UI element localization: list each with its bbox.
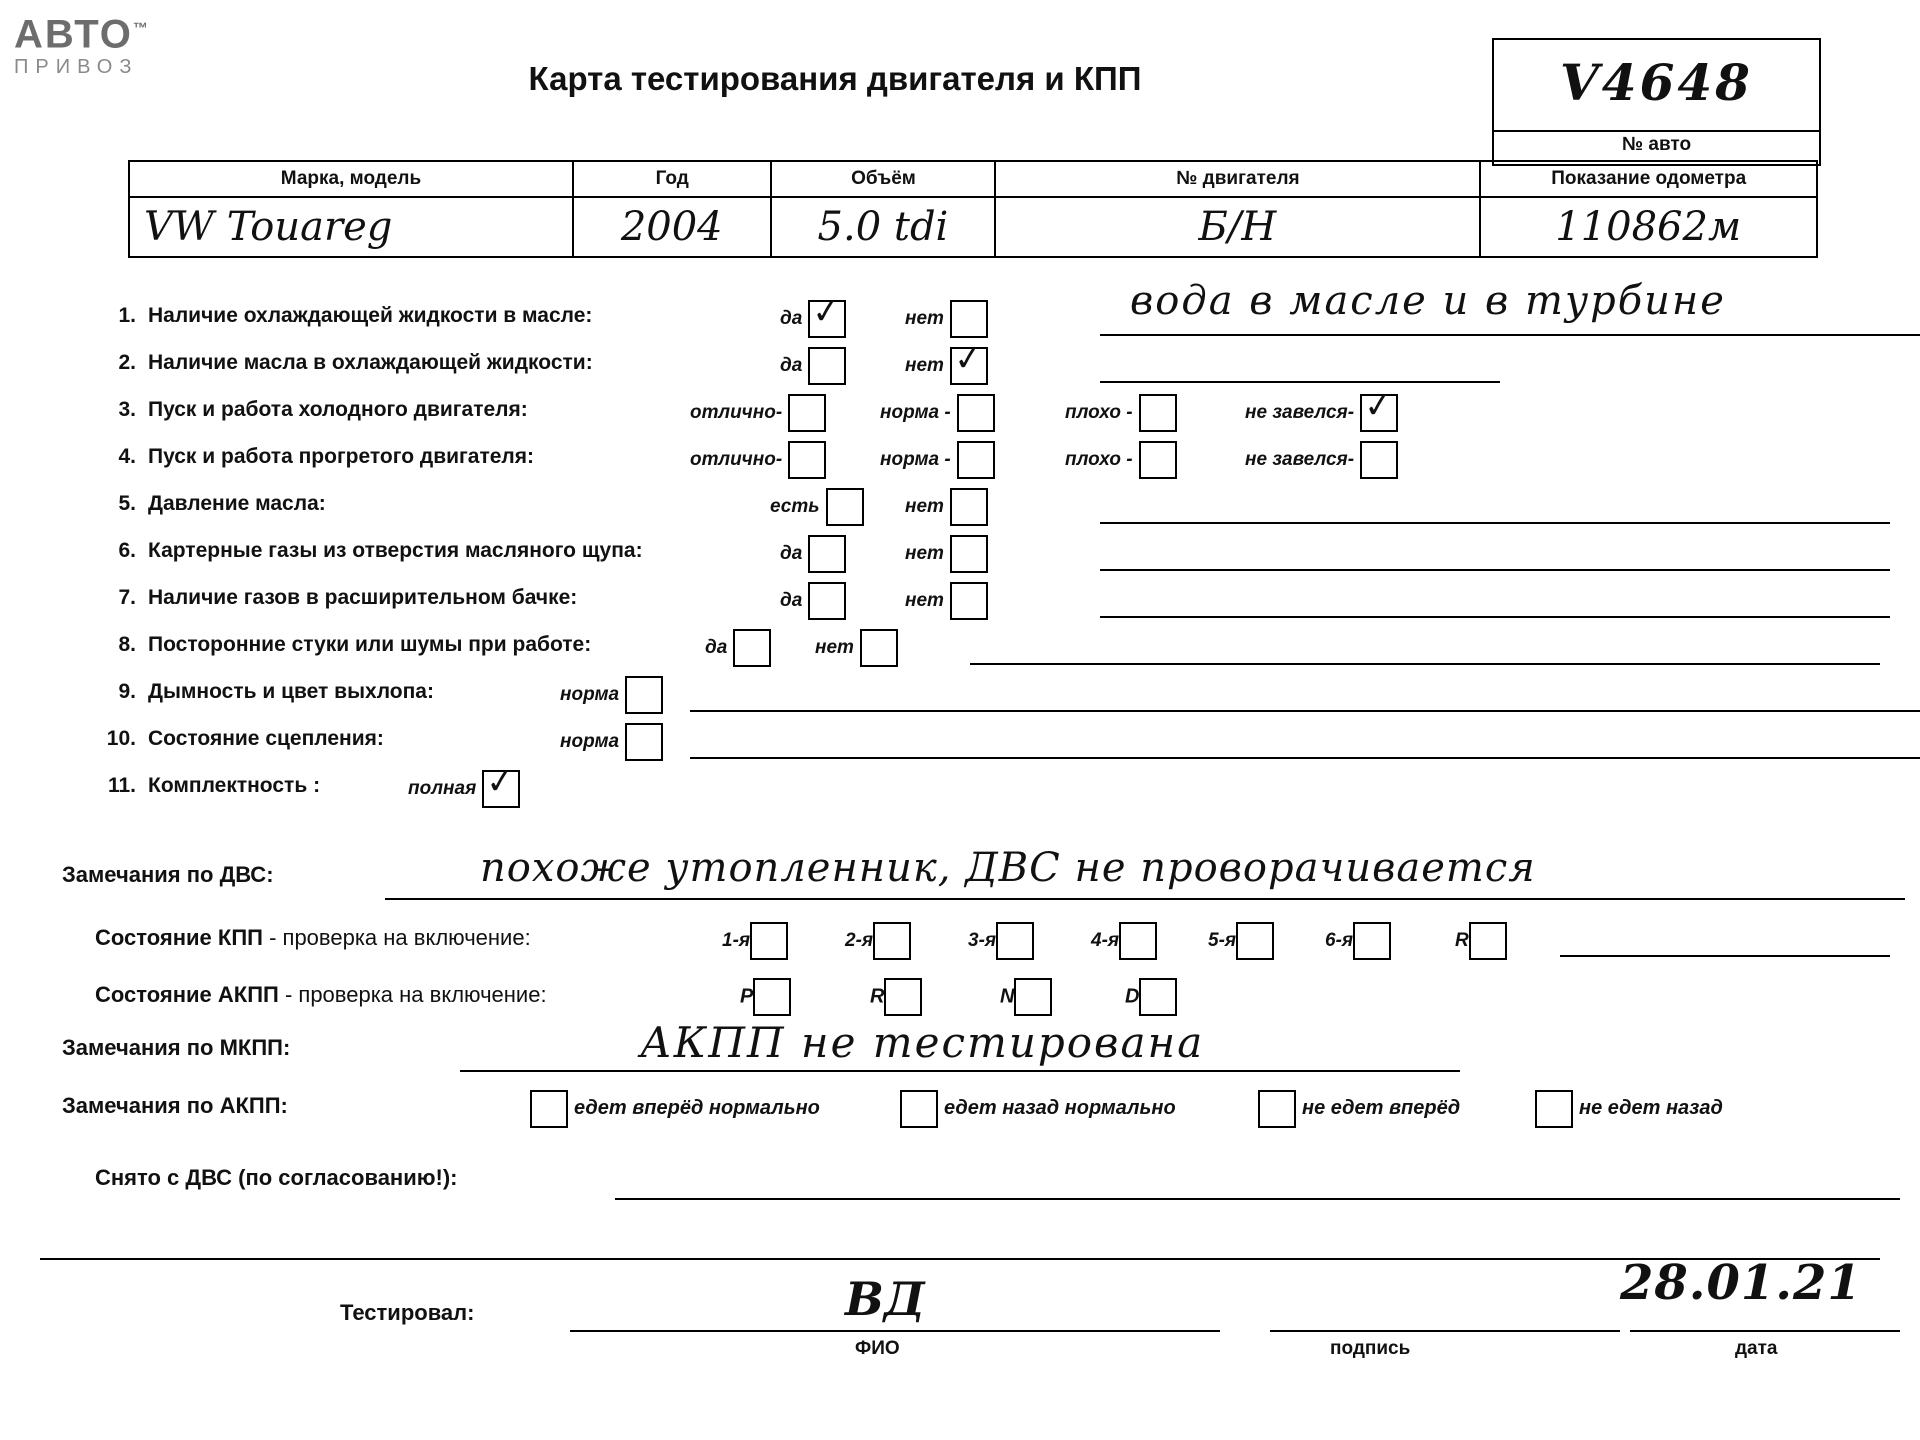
gear-6-label: 6-я (1325, 930, 1354, 952)
gear-1-checkbox[interactable] (750, 922, 788, 960)
row-8-number: 8. (118, 633, 136, 656)
row-2-checkbox-yes[interactable] (808, 347, 846, 385)
row-6-option-no[interactable] (905, 535, 988, 573)
row-9-checkbox-normal[interactable] (625, 676, 663, 714)
checklist-row-3 (90, 394, 1870, 441)
mkpp-line (1560, 955, 1890, 957)
row-8-label: Посторонние стуки или шумы при работе: (148, 633, 592, 656)
row-11-option-full-label: полная (408, 778, 477, 799)
row-7-checkbox-no[interactable] (950, 582, 988, 620)
row-10-label: Состояние сцепления: (148, 727, 384, 750)
checklist-row-4 (90, 441, 1870, 488)
row-7-option-yes[interactable] (780, 582, 846, 620)
row-6-option-yes-label: да (780, 543, 803, 564)
row-2-checkbox-no[interactable] (950, 347, 988, 385)
row-7-option-no-label: нет (905, 590, 944, 611)
row-11-number: 11. (107, 774, 136, 797)
akpp-note-back-ok-checkbox[interactable] (900, 1090, 938, 1128)
date-label: дата (1735, 1338, 1778, 1359)
row-1-option-no[interactable] (905, 300, 988, 338)
row-2-option-no-label: нет (905, 355, 944, 376)
row-2-option-no[interactable] (905, 347, 988, 385)
row-1-label: Наличие охлаждающей жидкости в масле: (148, 304, 593, 327)
row-5-checkbox-no[interactable] (950, 488, 988, 526)
gear-2[interactable] (845, 922, 911, 960)
row-1-number: 1. (118, 304, 136, 327)
akpp-r[interactable] (870, 978, 922, 1016)
row-3-option-nostart-label: не завелся- (1245, 402, 1355, 423)
gear-5-label: 5-я (1208, 930, 1237, 952)
akpp-note-fwd-ok-checkbox[interactable] (530, 1090, 568, 1128)
gear-2-label: 2-я (845, 930, 874, 952)
checklist-row-2 (90, 347, 1870, 394)
gear-5[interactable] (1208, 922, 1274, 960)
checklist-row-11 (90, 770, 1870, 817)
row-5-option-no[interactable] (905, 488, 988, 526)
row-8-checkbox-yes[interactable] (733, 629, 771, 667)
row-2-option-yes[interactable] (780, 347, 846, 385)
row-6-number: 6. (118, 539, 136, 562)
row-4-checkbox-bad[interactable] (1139, 441, 1177, 479)
row-3-label: Пуск и работа холодного двигателя: (148, 398, 528, 421)
mkpp-notes-value[interactable]: АКПП не тестирована (640, 1018, 1205, 1067)
akpp-d[interactable] (1125, 978, 1177, 1016)
gear-r-checkbox[interactable] (1469, 922, 1507, 960)
engine-notes-label: Замечания по ДВС: (62, 862, 274, 887)
row-3-option-bad-label: плохо - (1065, 402, 1133, 423)
row-7-option-no[interactable] (905, 582, 988, 620)
gear-4[interactable] (1091, 922, 1157, 960)
akpp-note-back-ok-label: едет назад нормально (944, 1097, 1176, 1120)
logo-bottom-text: ПРИВОЗ (14, 56, 139, 79)
row-5-checkbox-yes[interactable] (826, 488, 864, 526)
logo-tm: ™ (132, 20, 150, 37)
akpp-note-no-fwd[interactable] (1258, 1090, 1460, 1128)
mkpp-label-rest: - проверка на включение: (269, 925, 531, 950)
th-year: Год (573, 161, 771, 197)
gear-1[interactable] (722, 922, 788, 960)
akpp-note-fwd-ok-label: едет вперёд нормально (574, 1097, 820, 1120)
row-3-checkbox-nostart[interactable] (1360, 394, 1398, 432)
vehicle-info-table (128, 160, 1818, 258)
row-8-option-no[interactable] (815, 629, 898, 667)
akpp-note-fwd-ok[interactable] (530, 1090, 820, 1128)
mkpp-notes-label: Замечания по МКПП: (62, 1035, 291, 1060)
row-1-checkbox-yes[interactable] (808, 300, 846, 338)
row-1-note: вода в масле и в турбине (1130, 278, 1726, 324)
row-3-checkbox-excellent[interactable] (788, 394, 826, 432)
akpp-p[interactable] (740, 978, 791, 1016)
logo-top-text: АВТО (14, 12, 133, 57)
gear-3-label: 3-я (968, 930, 997, 952)
row-9-label: Дымность и цвет выхлопа: (148, 680, 434, 703)
date-value[interactable]: 28.01.21 (1620, 1255, 1862, 1311)
row-4-option-excellent-label: отлично- (690, 449, 783, 470)
akpp-p-label: P (740, 985, 754, 1008)
row-7-option-yes-label: да (780, 590, 803, 611)
checklist-row-10 (90, 723, 1870, 770)
date-line (1630, 1330, 1900, 1332)
row-5-number: 5. (118, 492, 136, 515)
row-4-option-nostart-label: не завелся- (1245, 449, 1355, 470)
row-3-number: 3. (118, 398, 136, 421)
row-1-option-yes-label: да (780, 308, 803, 329)
akpp-label-rest: - проверка на включение: (284, 982, 547, 1007)
row-5-option-yes[interactable] (770, 488, 864, 526)
removed-parts-line (615, 1198, 1900, 1200)
row-3-checkbox-bad[interactable] (1139, 394, 1177, 432)
akpp-note-no-back-label: не едет назад (1579, 1097, 1723, 1120)
fio-label: ФИО (855, 1338, 900, 1359)
row-6-label: Картерные газы из отверстия масляного щупа: (148, 539, 643, 562)
avtoprivoz-logo (14, 8, 189, 88)
row-3-option-excellent-label: отлично- (690, 402, 783, 423)
akpp-d-label: D (1125, 985, 1140, 1008)
akpp-d-checkbox[interactable] (1139, 978, 1177, 1016)
fio-line (570, 1330, 1220, 1332)
row-4-option-normal[interactable] (880, 441, 995, 479)
row-2-label: Наличие масла в охлаждающей жидкости: (148, 351, 593, 374)
th-model: Марка, модель (129, 161, 573, 197)
row-4-option-bad-label: плохо - (1065, 449, 1133, 470)
car-number-value: V4648 (1560, 53, 1753, 112)
gear-6-checkbox[interactable] (1353, 922, 1391, 960)
row-3-option-normal-label: норма - (880, 402, 951, 423)
row-6-checkbox-yes[interactable] (808, 535, 846, 573)
akpp-note-no-fwd-label: не едет вперёд (1302, 1097, 1461, 1120)
row-4-option-excellent[interactable] (690, 441, 826, 479)
row-3-option-normal[interactable] (880, 394, 995, 432)
row-8-option-yes[interactable] (705, 629, 771, 667)
row-2-option-yes-label: да (780, 355, 803, 376)
row-11-option-full[interactable] (408, 770, 520, 808)
row-4-checkbox-nostart[interactable] (1360, 441, 1398, 479)
akpp-p-checkbox[interactable] (753, 978, 791, 1016)
row-8-option-no-label: нет (815, 637, 854, 658)
gear-2-checkbox[interactable] (873, 922, 911, 960)
row-5-label: Давление масла: (148, 492, 326, 515)
mkpp-label (95, 925, 531, 951)
checklist (90, 278, 1870, 817)
row-1-option-yes[interactable] (780, 300, 846, 338)
page-title: Карта тестирования двигателя и КПП (528, 60, 1142, 97)
akpp-n-checkbox[interactable] (1014, 978, 1052, 1016)
value-volume[interactable]: 5.0 tdi (771, 197, 995, 257)
row-10-checkbox-normal[interactable] (625, 723, 663, 761)
checklist-row-6 (90, 535, 1870, 582)
gear-4-checkbox[interactable] (1119, 922, 1157, 960)
row-5-option-yes-label: есть (770, 496, 820, 517)
mkpp-label-strong: Состояние КПП (95, 925, 263, 950)
gear-4-label: 4-я (1091, 930, 1120, 952)
akpp-label-strong: Состояние АКПП (95, 982, 279, 1007)
car-number-box (1492, 38, 1821, 132)
th-engine-number: № двигателя (995, 161, 1480, 197)
row-6-option-yes[interactable] (780, 535, 846, 573)
removed-parts-label: Снято с ДВС (по согласованию!): (95, 1165, 458, 1190)
row-4-label: Пуск и работа прогретого двигателя: (148, 445, 535, 468)
row-4-number: 4. (118, 445, 136, 468)
row-1-option-no-label: нет (905, 308, 944, 329)
row-4-option-nostart[interactable] (1245, 441, 1398, 479)
row-10-number: 10. (106, 727, 136, 750)
akpp-r-checkbox[interactable] (884, 978, 922, 1016)
row-3-option-bad[interactable] (1065, 394, 1177, 432)
row-4-option-bad[interactable] (1065, 441, 1177, 479)
gear-6[interactable] (1325, 922, 1391, 960)
row-3-option-nostart[interactable] (1245, 394, 1398, 432)
akpp-note-no-fwd-checkbox[interactable] (1258, 1090, 1296, 1128)
footer-separator (40, 1258, 1880, 1260)
th-volume: Объём (771, 161, 995, 197)
gear-1-label: 1-я (722, 930, 751, 952)
gear-5-checkbox[interactable] (1236, 922, 1274, 960)
value-year[interactable]: 2004 (573, 197, 771, 257)
akpp-r-label: R (870, 985, 885, 1008)
engine-notes-line (385, 898, 1905, 900)
row-9-option-normal[interactable] (560, 676, 663, 714)
akpp-note-no-back[interactable] (1535, 1090, 1723, 1128)
row-4-checkbox-normal[interactable] (957, 441, 995, 479)
row-8-option-yes-label: да (705, 637, 728, 658)
row-9-number: 9. (118, 680, 136, 703)
table-header-row (129, 161, 1817, 197)
table-value-row (129, 197, 1817, 257)
value-engine-number[interactable]: Б/Н (995, 197, 1480, 257)
akpp-note-no-back-checkbox[interactable] (1535, 1090, 1573, 1128)
checklist-row-7 (90, 582, 1870, 629)
checklist-row-9 (90, 676, 1870, 723)
sign-label: подпись (1330, 1338, 1411, 1359)
row-6-checkbox-no[interactable] (950, 535, 988, 573)
row-7-number: 7. (118, 586, 136, 609)
gear-3[interactable] (968, 922, 1034, 960)
row-10-option-normal-label: норма (560, 731, 620, 752)
akpp-notes-label: Замечания по АКПП: (62, 1093, 288, 1118)
row-7-checkbox-yes[interactable] (808, 582, 846, 620)
gear-3-checkbox[interactable] (996, 922, 1034, 960)
akpp-label (95, 982, 547, 1008)
akpp-n-label: N (1000, 985, 1015, 1008)
row-3-checkbox-normal[interactable] (957, 394, 995, 432)
row-5-option-no-label: нет (905, 496, 944, 517)
akpp-note-back-ok[interactable] (900, 1090, 1176, 1128)
value-odometer[interactable]: 110862м (1480, 197, 1817, 257)
row-1-checkbox-no[interactable] (950, 300, 988, 338)
row-2-number: 2. (118, 351, 136, 374)
row-10-option-normal[interactable] (560, 723, 663, 761)
checklist-row-5 (90, 488, 1870, 535)
akpp-n[interactable] (1000, 978, 1052, 1016)
tested-by-label: Тестировал: (340, 1300, 475, 1325)
gear-r-label: R (1455, 930, 1469, 952)
row-11-label: Комплектность : (148, 774, 321, 797)
value-model[interactable]: VW Touareg (129, 197, 573, 257)
row-11-checkbox-full[interactable] (482, 770, 520, 808)
gear-r[interactable] (1455, 922, 1507, 960)
th-odometer: Показание одометра (1480, 161, 1817, 197)
row-3-option-excellent[interactable] (690, 394, 826, 432)
car-number-label: № авто (1492, 128, 1821, 166)
mkpp-notes-line (460, 1070, 1460, 1072)
engine-notes-value[interactable]: похоже утопленник, ДВС не проворачивается (480, 845, 1536, 891)
row-4-checkbox-excellent[interactable] (788, 441, 826, 479)
checklist-row-8 (90, 629, 1870, 676)
fio-value[interactable]: ВД (845, 1272, 925, 1326)
row-6-option-no-label: нет (905, 543, 944, 564)
row-9-option-normal-label: норма (560, 684, 620, 705)
row-7-label: Наличие газов в расширительном бачке: (148, 586, 578, 609)
sign-line (1270, 1330, 1620, 1332)
row-4-option-normal-label: норма - (880, 449, 951, 470)
row-8-checkbox-no[interactable] (860, 629, 898, 667)
